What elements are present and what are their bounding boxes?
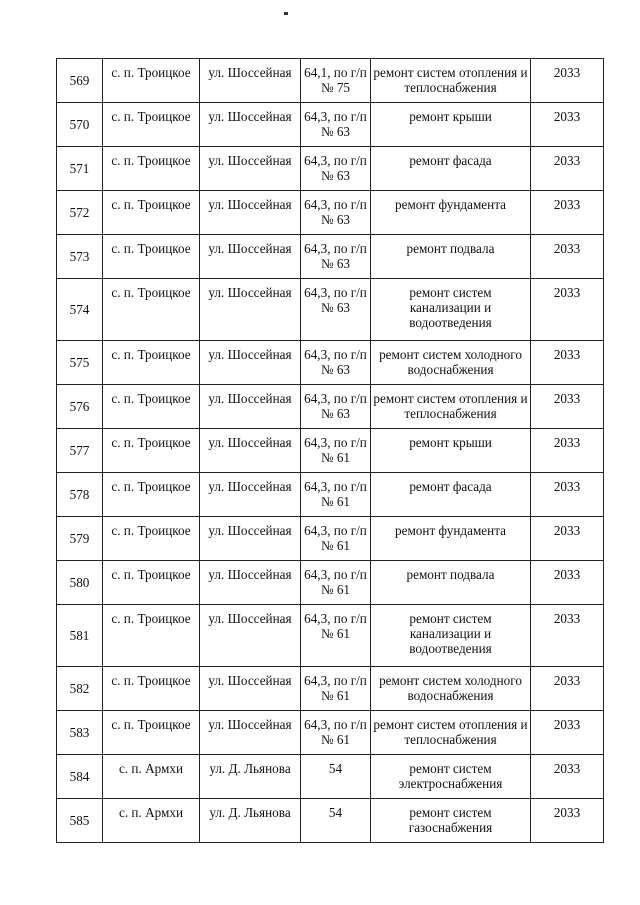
table-row	[57, 191, 604, 235]
settlement-cell: с. п. Троицкое	[103, 385, 200, 429]
house-cell: 54	[301, 755, 371, 799]
house-cell: 64,3, по г/п № 63	[301, 279, 371, 341]
street-cell: ул. Шоссейная	[200, 517, 301, 561]
row-number: 584	[57, 755, 103, 799]
street-cell: ул. Шоссейная	[200, 59, 301, 103]
house-cell: 64,3, по г/п № 61	[301, 605, 371, 667]
table-row	[57, 711, 604, 755]
table-row	[57, 667, 604, 711]
house-cell: 64,3, по г/п № 63	[301, 341, 371, 385]
row-number: 575	[57, 341, 103, 385]
street-cell: ул. Шоссейная	[200, 147, 301, 191]
work-type-cell: ремонт подвала	[371, 235, 531, 279]
house-cell: 64,3, по г/п № 61	[301, 429, 371, 473]
table-row	[57, 103, 604, 147]
work-type-cell: ремонт крыши	[371, 429, 531, 473]
work-type-cell: ремонт фундамента	[371, 517, 531, 561]
street-cell: ул. Шоссейная	[200, 473, 301, 517]
table-row	[57, 429, 604, 473]
repair-schedule-table	[56, 58, 604, 843]
year-cell: 2033	[531, 341, 604, 385]
row-number: 574	[57, 279, 103, 341]
scan-mark	[284, 12, 288, 15]
row-number: 585	[57, 799, 103, 843]
house-cell: 64,1, по г/п № 75	[301, 59, 371, 103]
house-cell: 54	[301, 799, 371, 843]
row-number: 580	[57, 561, 103, 605]
settlement-cell: с. п. Троицкое	[103, 147, 200, 191]
row-number: 572	[57, 191, 103, 235]
settlement-cell: с. п. Армхи	[103, 799, 200, 843]
street-cell: ул. Шоссейная	[200, 279, 301, 341]
work-type-cell: ремонт подвала	[371, 561, 531, 605]
house-cell: 64,3, по г/п № 63	[301, 147, 371, 191]
settlement-cell: с. п. Троицкое	[103, 429, 200, 473]
settlement-cell: с. п. Троицкое	[103, 517, 200, 561]
table-row	[57, 605, 604, 667]
street-cell: ул. Шоссейная	[200, 711, 301, 755]
row-number: 569	[57, 59, 103, 103]
table-row	[57, 385, 604, 429]
settlement-cell: с. п. Армхи	[103, 755, 200, 799]
settlement-cell: с. п. Троицкое	[103, 59, 200, 103]
house-cell: 64,3, по г/п № 63	[301, 191, 371, 235]
settlement-cell: с. п. Троицкое	[103, 473, 200, 517]
work-type-cell: ремонт фасада	[371, 473, 531, 517]
table-row	[57, 235, 604, 279]
work-type-cell: ремонт систем отопления и теплоснабжения	[371, 711, 531, 755]
street-cell: ул. Шоссейная	[200, 561, 301, 605]
work-type-cell: ремонт систем холодного водоснабжения	[371, 667, 531, 711]
year-cell: 2033	[531, 755, 604, 799]
year-cell: 2033	[531, 799, 604, 843]
street-cell: ул. Д. Льянова	[200, 799, 301, 843]
work-type-cell: ремонт систем отопления и теплоснабжения	[371, 59, 531, 103]
table-row	[57, 755, 604, 799]
settlement-cell: с. п. Троицкое	[103, 191, 200, 235]
row-number: 579	[57, 517, 103, 561]
work-type-cell: ремонт систем холодного водоснабжения	[371, 341, 531, 385]
street-cell: ул. Шоссейная	[200, 235, 301, 279]
year-cell: 2033	[531, 147, 604, 191]
row-number: 573	[57, 235, 103, 279]
house-cell: 64,3, по г/п № 61	[301, 517, 371, 561]
street-cell: ул. Шоссейная	[200, 429, 301, 473]
street-cell: ул. Д. Льянова	[200, 755, 301, 799]
settlement-cell: с. п. Троицкое	[103, 279, 200, 341]
street-cell: ул. Шоссейная	[200, 103, 301, 147]
year-cell: 2033	[531, 517, 604, 561]
work-type-cell: ремонт систем отопления и теплоснабжения	[371, 385, 531, 429]
house-cell: 64,3, по г/п № 63	[301, 103, 371, 147]
table-row	[57, 799, 604, 843]
work-type-cell: ремонт крыши	[371, 103, 531, 147]
year-cell: 2033	[531, 429, 604, 473]
settlement-cell: с. п. Троицкое	[103, 561, 200, 605]
year-cell: 2033	[531, 473, 604, 517]
street-cell: ул. Шоссейная	[200, 191, 301, 235]
year-cell: 2033	[531, 605, 604, 667]
row-number: 581	[57, 605, 103, 667]
work-type-cell: ремонт систем канализации и водоотведения	[371, 279, 531, 341]
street-cell: ул. Шоссейная	[200, 385, 301, 429]
year-cell: 2033	[531, 279, 604, 341]
year-cell: 2033	[531, 667, 604, 711]
table-row	[57, 147, 604, 191]
house-cell: 64,3, по г/п № 61	[301, 473, 371, 517]
table-row	[57, 473, 604, 517]
settlement-cell: с. п. Троицкое	[103, 341, 200, 385]
settlement-cell: с. п. Троицкое	[103, 235, 200, 279]
row-number: 582	[57, 667, 103, 711]
year-cell: 2033	[531, 103, 604, 147]
house-cell: 64,3, по г/п № 61	[301, 711, 371, 755]
work-type-cell: ремонт систем электроснабжения	[371, 755, 531, 799]
year-cell: 2033	[531, 385, 604, 429]
settlement-cell: с. п. Троицкое	[103, 103, 200, 147]
house-cell: 64,3, по г/п № 63	[301, 235, 371, 279]
table-row	[57, 561, 604, 605]
table-row	[57, 279, 604, 341]
work-type-cell: ремонт систем канализации и водоотведения	[371, 605, 531, 667]
year-cell: 2033	[531, 191, 604, 235]
table-row	[57, 517, 604, 561]
table-body	[57, 59, 604, 843]
house-cell: 64,3, по г/п № 61	[301, 667, 371, 711]
settlement-cell: с. п. Троицкое	[103, 711, 200, 755]
year-cell: 2033	[531, 235, 604, 279]
settlement-cell: с. п. Троицкое	[103, 605, 200, 667]
work-type-cell: ремонт фундамента	[371, 191, 531, 235]
street-cell: ул. Шоссейная	[200, 667, 301, 711]
year-cell: 2033	[531, 711, 604, 755]
house-cell: 64,3, по г/п № 63	[301, 385, 371, 429]
street-cell: ул. Шоссейная	[200, 605, 301, 667]
year-cell: 2033	[531, 59, 604, 103]
row-number: 583	[57, 711, 103, 755]
settlement-cell: с. п. Троицкое	[103, 667, 200, 711]
table-row	[57, 341, 604, 385]
year-cell: 2033	[531, 561, 604, 605]
row-number: 577	[57, 429, 103, 473]
work-type-cell: ремонт систем газоснабжения	[371, 799, 531, 843]
row-number: 570	[57, 103, 103, 147]
row-number: 576	[57, 385, 103, 429]
work-type-cell: ремонт фасада	[371, 147, 531, 191]
table-row	[57, 59, 604, 103]
row-number: 571	[57, 147, 103, 191]
street-cell: ул. Шоссейная	[200, 341, 301, 385]
house-cell: 64,3, по г/п № 61	[301, 561, 371, 605]
row-number: 578	[57, 473, 103, 517]
